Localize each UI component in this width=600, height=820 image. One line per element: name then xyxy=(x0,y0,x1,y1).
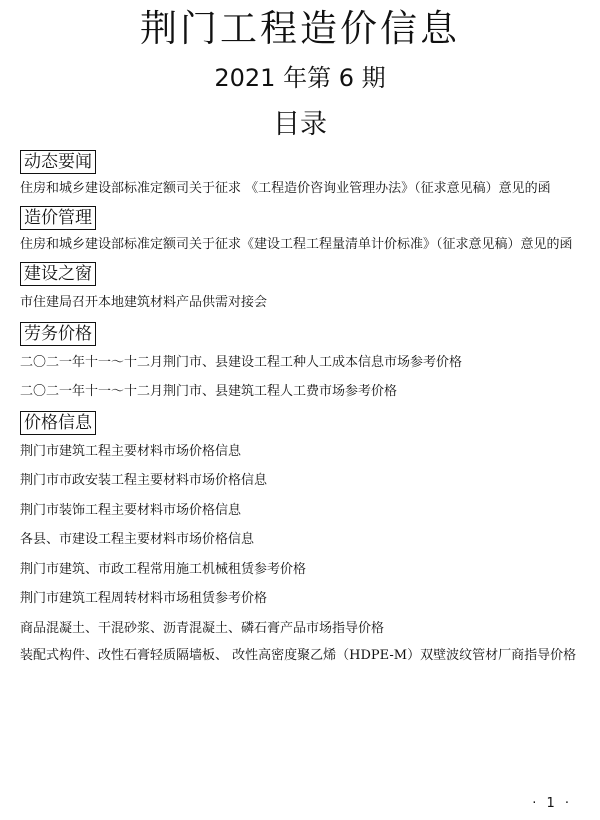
toc-section-cost-management xyxy=(20,202,588,258)
toc-entry[interactable]: 商品混凝土、干混砂浆、沥青混凝土、磷石膏产品市场指导价格 xyxy=(20,620,385,636)
toc-section-news xyxy=(20,146,588,202)
section-heading: 动态要闻 xyxy=(20,150,96,174)
toc-entry[interactable]: 二〇二一年十一～十二月荆门市、县建筑工程人工费市场参考价格 xyxy=(20,384,398,399)
toc-section-price-info xyxy=(20,407,588,670)
toc-title: 目录 xyxy=(273,109,327,140)
section-heading: 价格信息 xyxy=(20,411,96,435)
document-title: 荆门工程造价信息 xyxy=(140,7,460,50)
toc-entry[interactable]: 荆门市建筑工程周转材料市场租赁参考价格 xyxy=(20,591,268,606)
toc-entry[interactable]: 装配式构件、改性石膏轻质隔墙板、 改性高密度聚乙烯（HDPE-M）双壁波纹管材厂商指导价格 xyxy=(20,648,577,663)
section-heading: 劳务价格 xyxy=(20,322,96,346)
section-heading: 造价管理 xyxy=(20,206,96,230)
toc-entry[interactable]: 各县、市建设工程主要材料市场价格信息 xyxy=(20,532,255,547)
toc-section-labor-prices xyxy=(20,318,588,407)
toc-entry[interactable]: 荆门市市政安装工程主要材料市场价格信息 xyxy=(20,473,268,488)
page-number: · 1 · xyxy=(532,796,572,811)
toc-content xyxy=(20,146,588,669)
toc-entry[interactable]: 住房和城乡建设部标准定额司关于征求 《工程造价咨询业管理办法》（征求意见稿）意见的函 xyxy=(20,181,551,196)
section-heading: 建设之窗 xyxy=(20,262,96,286)
toc-entry[interactable]: 荆门市建筑、市政工程常用施工机械租赁参考价格 xyxy=(20,561,307,577)
toc-entry[interactable]: 二〇二一年十一～十二月荆门市、县建设工程工种人工成本信息市场参考价格 xyxy=(20,354,463,370)
toc-entry[interactable]: 市住建局召开本地建筑材料产品供需对接会 xyxy=(20,295,268,310)
toc-section-construction-window xyxy=(20,258,588,318)
toc-entry[interactable]: 荆门市装饰工程主要材料市场价格信息 xyxy=(20,502,242,518)
toc-entry[interactable]: 住房和城乡建设部标准定额司关于征求《建设工程工程量清单计价标准》（征求意见稿）意见的函 xyxy=(20,237,573,252)
toc-entry[interactable]: 荆门市建筑工程主要材料市场价格信息 xyxy=(20,443,242,459)
issue-label: 2021 年第 6 期 xyxy=(214,64,386,92)
